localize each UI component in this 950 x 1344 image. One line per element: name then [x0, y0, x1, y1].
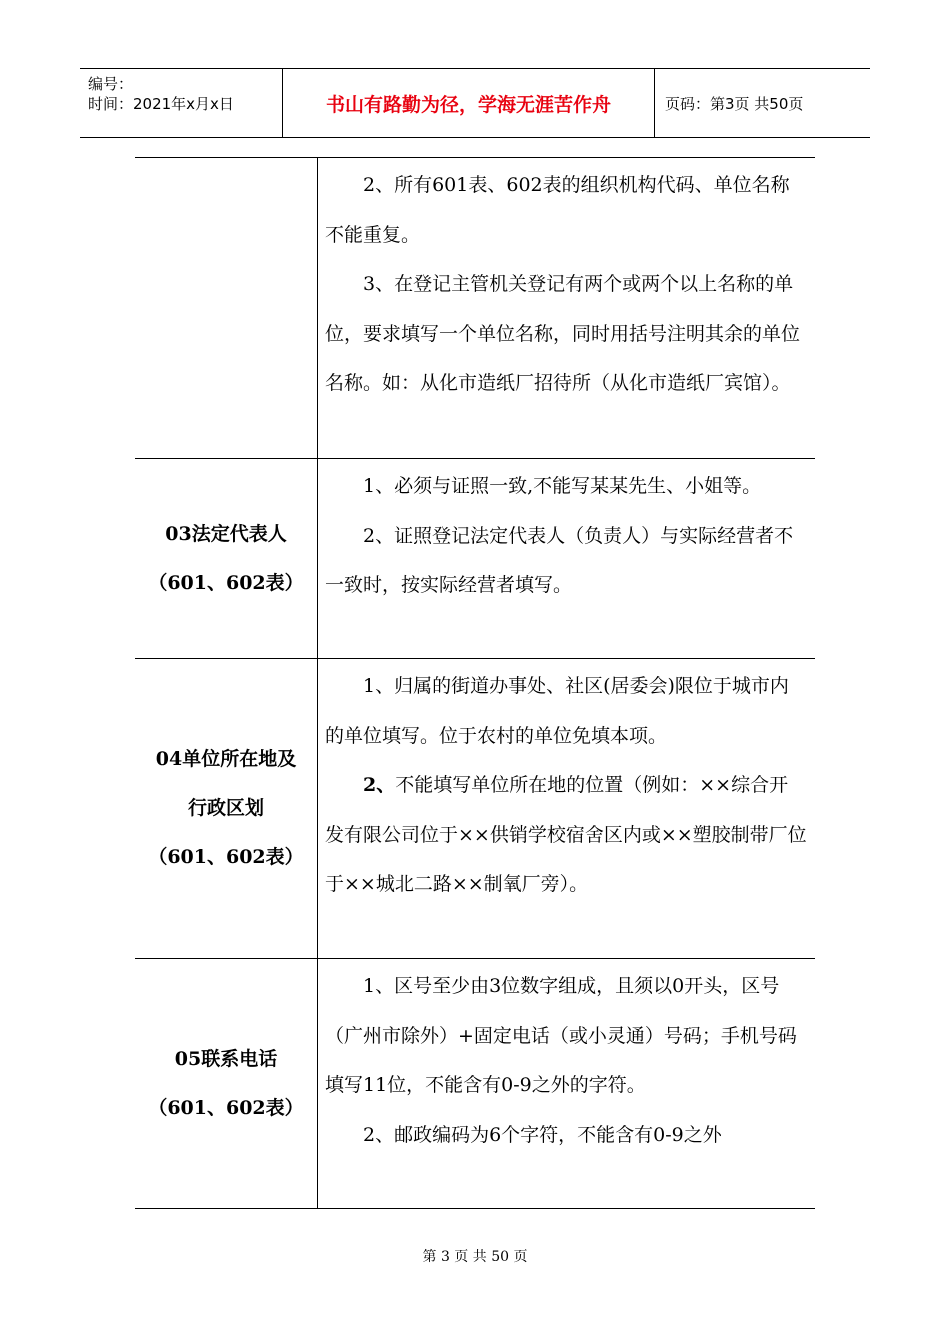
rule-body: 不能填写单位所在地的位置（例如：××综合开发有限公司位于××供销学校宿舍区内或××塑胶制带厂位于××城北二路××制氧厂旁）。: [325, 774, 807, 895]
rule-number: 2、: [363, 774, 396, 796]
field-name-cont: 行政区划: [187, 797, 264, 819]
row-label: [135, 959, 318, 1208]
table-row: [135, 658, 815, 958]
field-tables: （601、602表）: [148, 571, 304, 594]
rule-text: 3、在登记主管机关登记有两个或两个以上名称的单位，要求填写一个单位名称，同时用括号注明其余的单位名称。如：从化市造纸厂招待所（从化市造纸厂宾馆）。: [325, 273, 801, 394]
rules-table: [135, 157, 815, 1209]
row-content: [318, 459, 815, 611]
header-motto: 书山有路勤为径，学海无涯苦作舟: [283, 69, 655, 137]
field-name: 05联系电话: [174, 1047, 278, 1070]
rule-text: 2、证照登记法定代表人（负责人）与实际经营者不一致时，按实际经营者填写。: [325, 524, 794, 596]
table-row: [135, 157, 815, 458]
page-footer: 第 3 页 共 50 页: [422, 1249, 528, 1265]
row-label: [135, 459, 318, 658]
rule-text: 1、区号至少由3位数字组成，且须以0开头，区号（广州市除外）+固定电话（或小灵通）号码；手机号码填写11位，不能含有0-9之外的字符。: [325, 975, 797, 1096]
rule-text: 1、归属的街道办事处、社区(居委会)限位于城市内的单位填写。位于农村的单位免填本项。: [325, 675, 789, 747]
page-header: [80, 68, 870, 138]
field-tables: （601、602表）: [148, 846, 304, 868]
rule-text: [325, 761, 807, 910]
field-name: 03法定代表人: [165, 522, 287, 545]
row-content: [318, 158, 815, 409]
table-row: [135, 958, 815, 1209]
field-name: 04单位所在地及: [155, 748, 297, 770]
field-tables: （601、602表）: [148, 1096, 304, 1119]
row-label: [135, 659, 318, 958]
table-row: [135, 458, 815, 658]
rule-text: 2、邮政编码为6个字符，不能含有0-9之外: [363, 1123, 722, 1146]
code-label: 编号：: [88, 75, 134, 93]
row-content: [318, 959, 815, 1160]
row-label: [135, 158, 318, 458]
header-page-info: 页码：第3页 共50页: [665, 94, 804, 113]
rule-text: 1、必须与证照一致,不能写某某先生、小姐等。: [363, 475, 762, 497]
row-content: [318, 659, 815, 910]
rule-text: 2、所有601表、602表的组织机构代码、单位名称不能重复。: [325, 174, 790, 246]
time-label: 时间：2021年x月x日: [88, 95, 234, 113]
header-meta: [80, 69, 283, 137]
